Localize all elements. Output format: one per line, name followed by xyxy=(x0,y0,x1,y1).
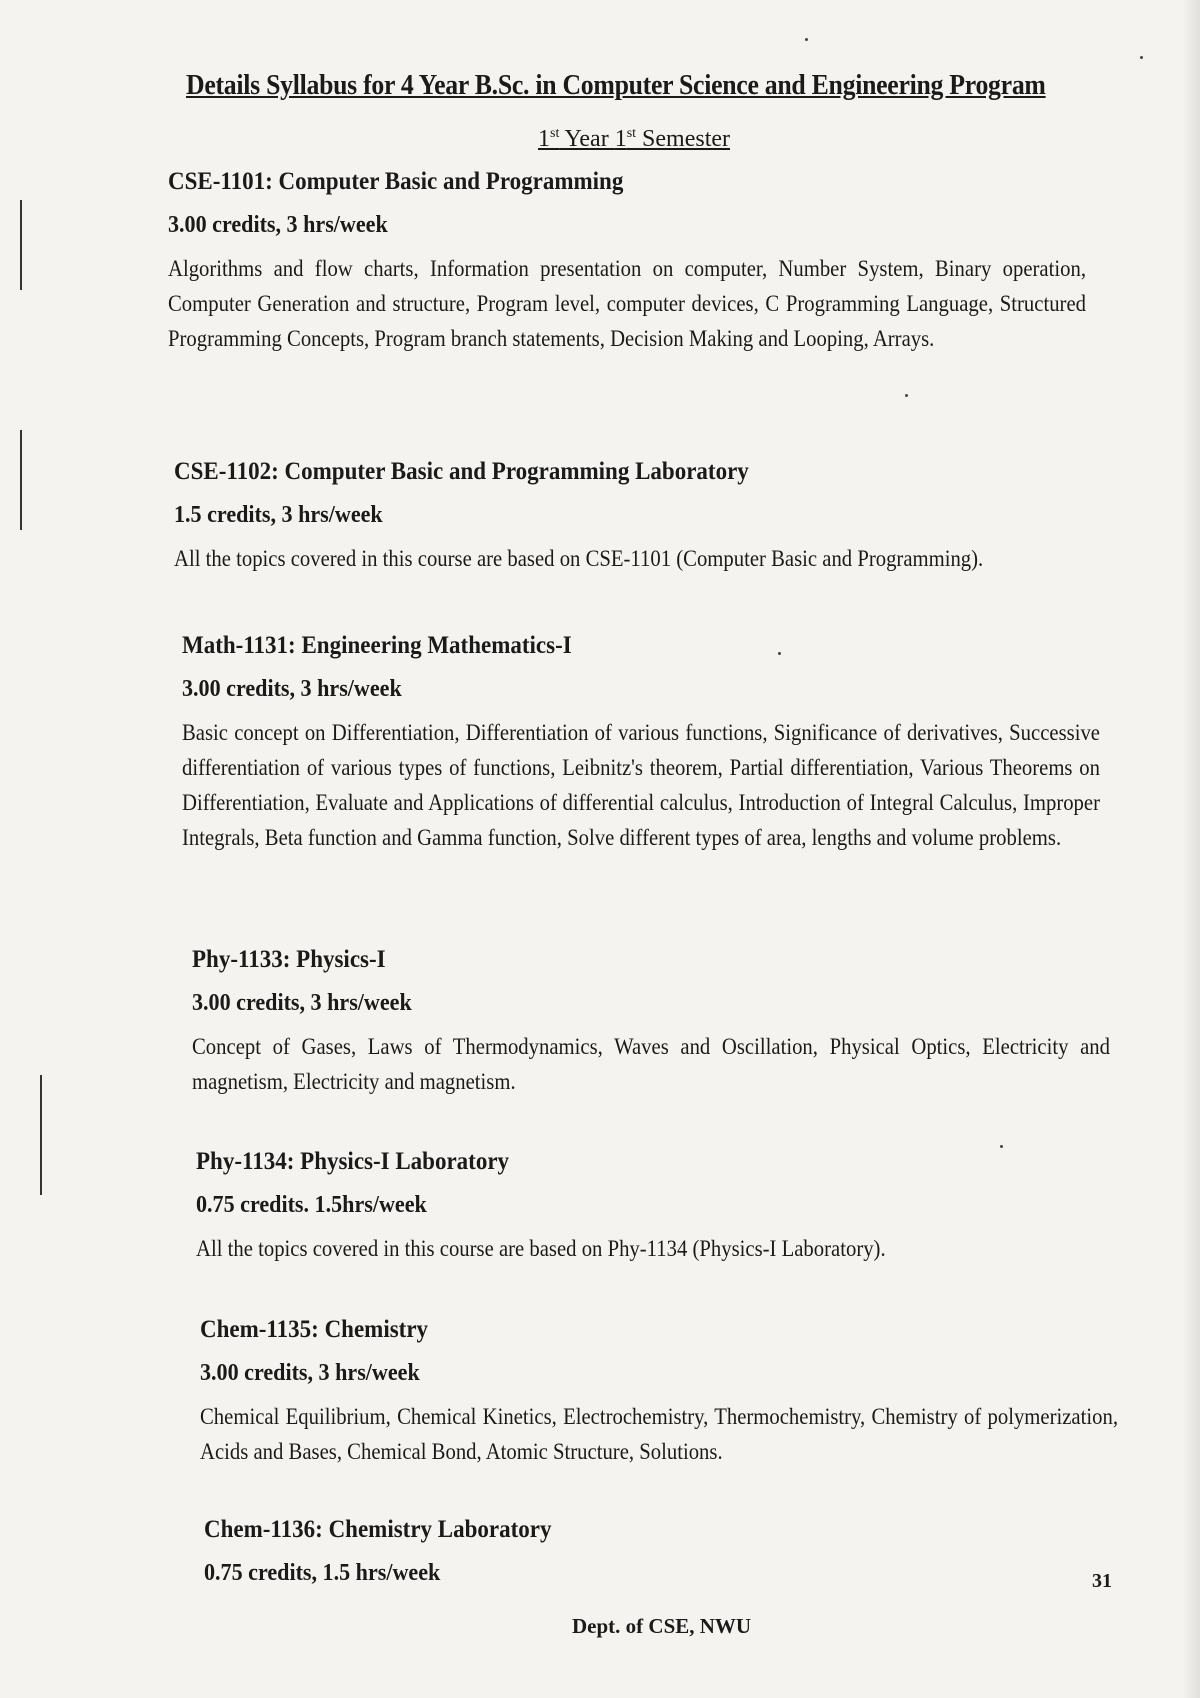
course-credits: 1.5 credits, 3 hrs/week xyxy=(174,502,383,528)
course-credits: 3.00 credits, 3 hrs/week xyxy=(168,212,388,238)
semester-number: 1 xyxy=(614,126,627,152)
course-block xyxy=(168,168,1118,356)
course-title: Phy-1134: Physics-I Laboratory xyxy=(196,1148,510,1175)
course-block xyxy=(196,1148,1146,1266)
scan-mark xyxy=(20,200,22,290)
course-credits: 0.75 credits, 1.5 hrs/week xyxy=(204,1560,441,1586)
page-footer: Dept. of CSE, NWU xyxy=(572,1614,752,1638)
course-title: Math-1131: Engineering Mathematics-I xyxy=(182,632,572,659)
semester-heading xyxy=(538,126,730,153)
course-credits: 3.00 credits, 3 hrs/week xyxy=(200,1360,420,1386)
page-title: Details Syllabus for 4 Year B.Sc. in Computer Science and Engineering Program xyxy=(186,70,1046,101)
year-number: 1 xyxy=(538,126,550,152)
course-block xyxy=(182,632,1132,855)
scan-speck xyxy=(805,38,808,41)
course-description: Algorithms and flow charts, Information presentation on computer, Number System, Binary operation, Computer Generation and structure, Program level, computer devices, C Programming Language, Structured Programming Concepts, Program branch statements, Decision Making and Looping, Arrays. xyxy=(168,256,1086,351)
course-description: Chemical Equilibrium, Chemical Kinetics, Electrochemistry, Thermochemistry, Chemistry of polymerization, Acids and Bases, Chemical Bond, Atomic Structure, Solutions. xyxy=(200,1404,1118,1464)
course-description: All the topics covered in this course are based on CSE-1101 (Computer Basic and Programming). xyxy=(174,546,984,571)
year-word: Year xyxy=(559,126,615,152)
scan-mark xyxy=(40,1075,42,1195)
course-title: CSE-1102: Computer Basic and Programming Laboratory xyxy=(174,458,749,485)
course-title: Phy-1133: Physics-I xyxy=(192,946,386,973)
semester-suffix: st xyxy=(626,126,637,141)
course-credits: 3.00 credits, 3 hrs/week xyxy=(182,676,402,702)
course-block xyxy=(204,1516,1154,1587)
year-suffix: st xyxy=(550,126,560,141)
course-block xyxy=(200,1316,1150,1469)
scan-mark xyxy=(20,430,22,530)
scan-speck xyxy=(1140,56,1143,59)
course-description: All the topics covered in this course are based on Phy-1134 (Physics-I Laboratory). xyxy=(196,1236,886,1261)
course-credits: 3.00 credits, 3 hrs/week xyxy=(192,990,412,1016)
course-description: Basic concept on Differentiation, Differentiation of various functions, Significance of derivatives, Successive differentiation of various types of functions, Leibnitz's theorem, Partial differentiation, Various Theorems on Differentiation, Evaluate and Applications of differential calculus, Introduction of Integral Calculus, Improper Integrals, Beta function and Gamma function, Solve different types of area, lengths and volume problems. xyxy=(182,720,1100,850)
semester-word: Semester xyxy=(636,126,731,152)
course-title: Chem-1136: Chemistry Laboratory xyxy=(204,1516,552,1543)
scan-speck xyxy=(905,394,908,397)
course-block xyxy=(192,946,1142,1099)
page-edge-shadow xyxy=(1182,0,1200,1698)
course-description: Concept of Gases, Laws of Thermodynamics, Waves and Oscillation, Physical Optics, Electricity and magnetism, Electricity and magnetism. xyxy=(192,1034,1110,1094)
course-title: CSE-1101: Computer Basic and Programming xyxy=(168,168,624,195)
course-title: Chem-1135: Chemistry xyxy=(200,1316,429,1343)
page-number: 31 xyxy=(1092,1570,1112,1592)
course-block xyxy=(174,458,1124,576)
course-credits: 0.75 credits. 1.5hrs/week xyxy=(196,1192,427,1218)
